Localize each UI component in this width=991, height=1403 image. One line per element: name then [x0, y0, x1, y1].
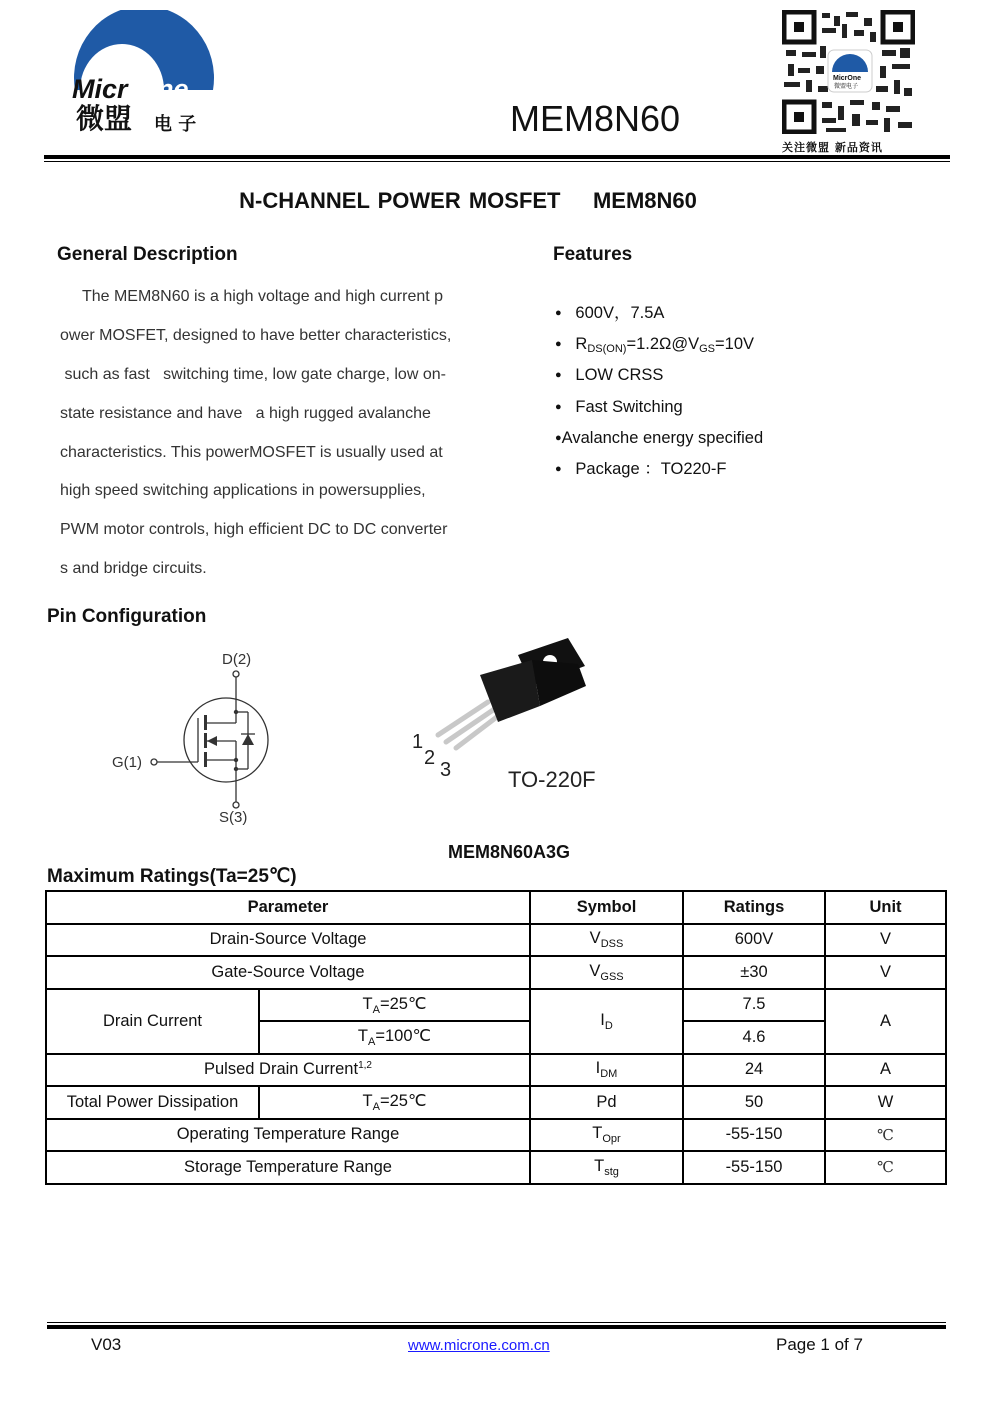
condition-cell: $T_A=25℃$ [259, 989, 530, 1022]
general-description-text [60, 280, 500, 591]
feature-item: ● $R_{DS(ON)}=1.2\Omega@V_{GS}=10V$ [555, 335, 755, 356]
qr-caption: 关注微盟 新品资讯 [782, 141, 883, 154]
pin-number-1: 1 [412, 731, 424, 753]
rating-cell: 50 [683, 1086, 825, 1119]
header-symbol: Symbol [530, 891, 683, 924]
drain-label: D(2) [222, 651, 252, 668]
table-row [46, 956, 946, 989]
pin-number-3: 3 [440, 759, 452, 781]
unit-cell: ℃ [825, 1151, 946, 1184]
param-cell: Pulsed Drain Current$^{1,2}$ [46, 1054, 530, 1087]
bullet-icon: ● [555, 431, 562, 444]
footer-rule-thin [47, 1322, 946, 1323]
website-link[interactable]: www.microne.com.cn [408, 1337, 550, 1354]
symbol-cell: $T_{stg}$ [530, 1151, 683, 1184]
bullet-icon: ● [555, 462, 562, 475]
mosfet-schematic [100, 645, 300, 830]
features-list [555, 300, 763, 487]
feature-item: ● LOW CRSS [555, 366, 664, 385]
table-row [46, 1151, 946, 1184]
table-row [46, 1086, 946, 1119]
bullet-icon: ● [555, 369, 562, 382]
symbol-cell: $T_{Opr}$ [530, 1119, 683, 1152]
description-line: The MEM8N60 is a high voltage and high current p [60, 288, 444, 305]
bullet-icon: ● [555, 400, 562, 413]
unit-cell: V [825, 956, 946, 989]
param-cell: Drain-Source Voltage [46, 924, 530, 957]
maximum-ratings-title: Maximum Ratings(Ta=25℃) [47, 866, 297, 887]
unit-cell: W [825, 1086, 946, 1119]
bullet-icon: ● [555, 307, 562, 319]
header-parameter: Parameter [46, 891, 530, 924]
gate-label: G(1) [112, 754, 142, 771]
param-cell: Total Power Dissipation [46, 1086, 259, 1119]
header-ratings: Ratings [683, 891, 825, 924]
footer-rule-thick [47, 1325, 946, 1329]
symbol-cell: $I_{DM}$ [530, 1054, 683, 1087]
symbol-cell: $I_D$ [530, 989, 683, 1054]
table-row [46, 924, 946, 957]
description-line: s and bridge circuits. [60, 560, 207, 578]
rating-cell: 4.6 [683, 1021, 825, 1054]
svg-text:电 子: 电 子 [154, 114, 197, 135]
document-title: MEM8N60 [510, 98, 681, 139]
pin-number-2: 2 [424, 747, 436, 769]
general-description-title: General Description [57, 244, 238, 265]
header-rule-thick [44, 155, 950, 159]
unit-cell: V [825, 924, 946, 957]
table-row [46, 989, 946, 1022]
table-row [46, 1119, 946, 1152]
maximum-ratings-table [45, 890, 947, 1185]
table-header-row [46, 891, 946, 924]
description-line: state resistance and have a high rugged avalanche [60, 404, 431, 422]
qr-code [782, 10, 915, 134]
to220f-package-image [400, 630, 620, 810]
header-unit: Unit [825, 891, 946, 924]
description-line: PWM motor controls, high efficient DC to DC converter [60, 521, 448, 539]
description-line: ower MOSFET, designed to have better characteristics, [60, 326, 452, 344]
unit-cell: ℃ [825, 1119, 946, 1152]
feature-item: ●Avalanche energy specified [555, 428, 764, 447]
svg-text:Micr: Micr [72, 74, 128, 104]
rating-cell: 24 [683, 1054, 825, 1087]
condition-cell: $T_A=25℃$ [259, 1086, 530, 1119]
feature-item: ● 600V，7.5A [555, 304, 665, 322]
svg-text:One: One [136, 74, 189, 104]
source-label: S(3) [219, 809, 248, 826]
header-rule-thin [44, 161, 950, 162]
symbol-cell: Pd [530, 1086, 683, 1119]
param-cell: Drain Current [46, 989, 259, 1054]
unit-cell: A [825, 989, 946, 1054]
table-row [46, 1054, 946, 1087]
page-number: Page 1 of 7 [776, 1335, 863, 1354]
features-title: Features [553, 244, 633, 265]
rating-cell: ±30 [683, 956, 825, 989]
rating-cell: 600V [683, 924, 825, 957]
package-label: TO-220F [508, 767, 596, 792]
microne-logo [70, 10, 220, 138]
feature-item: ● Package ：TO220-F [555, 459, 727, 478]
feature-item: ● Fast Switching [555, 397, 683, 416]
param-cell: Gate-Source Voltage [46, 956, 530, 989]
description-line: characteristics. This powerMOSFET is usually used at [60, 443, 443, 461]
rating-cell: -55-150 [683, 1151, 825, 1184]
bullet-icon: ● [555, 338, 562, 351]
param-cell: Operating Temperature Range [46, 1119, 530, 1152]
main-title: N-CHANNEL POWER MOSFET MEM8N60 [239, 188, 697, 213]
symbol-cell: $V_{GSS}$ [530, 956, 683, 989]
svg-text:MicrOne: MicrOne [833, 75, 862, 82]
param-cell: Storage Temperature Range [46, 1151, 530, 1184]
pin-configuration-title: Pin Configuration [47, 606, 207, 627]
rating-cell: -55-150 [683, 1119, 825, 1152]
description-line: such as fast switching time, low gate charge, low on- [60, 365, 446, 383]
rating-cell: 7.5 [683, 989, 825, 1022]
svg-text:微盟: 微盟 [76, 102, 133, 135]
condition-cell: $T_A=100℃$ [259, 1021, 530, 1054]
unit-cell: A [825, 1054, 946, 1087]
description-line: high speed switching applications in powersupplies, [60, 482, 426, 500]
part-number: MEM8N60A3G [448, 842, 571, 862]
svg-text:微盟电子: 微盟电子 [834, 83, 859, 90]
symbol-cell: $V_{DSS}$ [530, 924, 683, 957]
version: V03 [91, 1335, 122, 1354]
